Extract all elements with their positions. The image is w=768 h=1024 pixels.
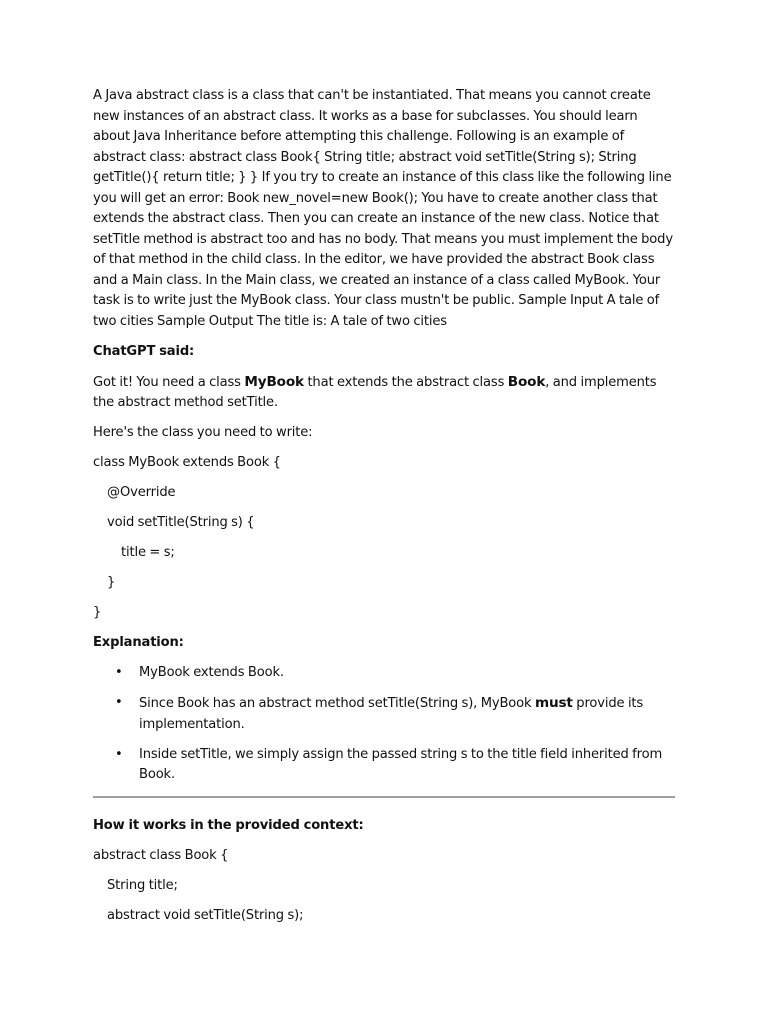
explanation-heading: Explanation: [93, 635, 184, 650]
code-line: } [107, 575, 116, 590]
bullet-icon: • [115, 695, 123, 710]
context-heading: How it works in the provided context: [93, 817, 364, 833]
code-line: String title; [107, 877, 178, 893]
list-item-text: MyBook extends Book. [139, 665, 284, 680]
list-item-text: Since Book has an abstract method setTitle(String s), MyBook [139, 696, 535, 711]
bullet-icon: • [115, 746, 123, 762]
question-paragraph: A Java abstract class is a class that can't be instantiated. That means you cannot create new instances of an abstract class. It works as a base for subclasses. You should learn about Java Inheritance before attempting this challenge. Following is an example of abstract class: abstract class Book{ String title; abstract void setTitle(String s); String getTitle(){ return title; } } If you try to create an instance of this class like the following line you will get an error: Book new_novel=new Book(); You have to create another class that extends the abstract class. Then you can create an instance of the new class. Notice that setTitle method is abstract too and has no body. That means you must implement the body of that method in the child class. In the editor, we have provided the abstract Book class and a Main class. In the Main class, we created an instance of a class called MyBook. Your task is to write just the MyBook class. Your class mustn't be public. Sample Input A tale of two cities Sample Output The title is: A tale of two cities [93, 88, 673, 329]
intro-text-1: Got it! You need a class [93, 374, 245, 390]
emphasis-must: must [534, 695, 573, 711]
code-line: abstract void setTitle(String s); [107, 907, 304, 923]
document-page [93, 86, 675, 936]
code-line: @Override [107, 485, 176, 500]
class-name-mybook: MyBook [244, 373, 304, 390]
code-line: class MyBook extends Book { [93, 455, 281, 470]
intro-text-2: that extends the abstract class [303, 374, 508, 390]
intro-text-3: , and implements the abstract method setTitle. [93, 374, 657, 410]
code-line: void setTitle(String s) { [107, 515, 255, 530]
response-label: ChatGPT said: [93, 343, 195, 359]
section-divider [93, 796, 675, 798]
list-item-text: provide its implementation. [139, 696, 644, 732]
explanation-list [93, 663, 675, 786]
list-item [93, 693, 675, 735]
bullet-icon: • [115, 665, 123, 680]
list-item [93, 663, 675, 684]
list-item [93, 745, 675, 786]
code-line: } [93, 605, 102, 620]
code-line: title = s; [121, 545, 175, 560]
lead-in-text: Here's the class you need to write: [93, 425, 313, 440]
class-name-book: Book [507, 373, 546, 390]
intro-paragraph [93, 372, 675, 414]
code-line: abstract class Book { [93, 847, 229, 863]
list-item-text: Inside setTitle, we simply assign the passed string s to the title field inherited from Book. [139, 746, 663, 782]
